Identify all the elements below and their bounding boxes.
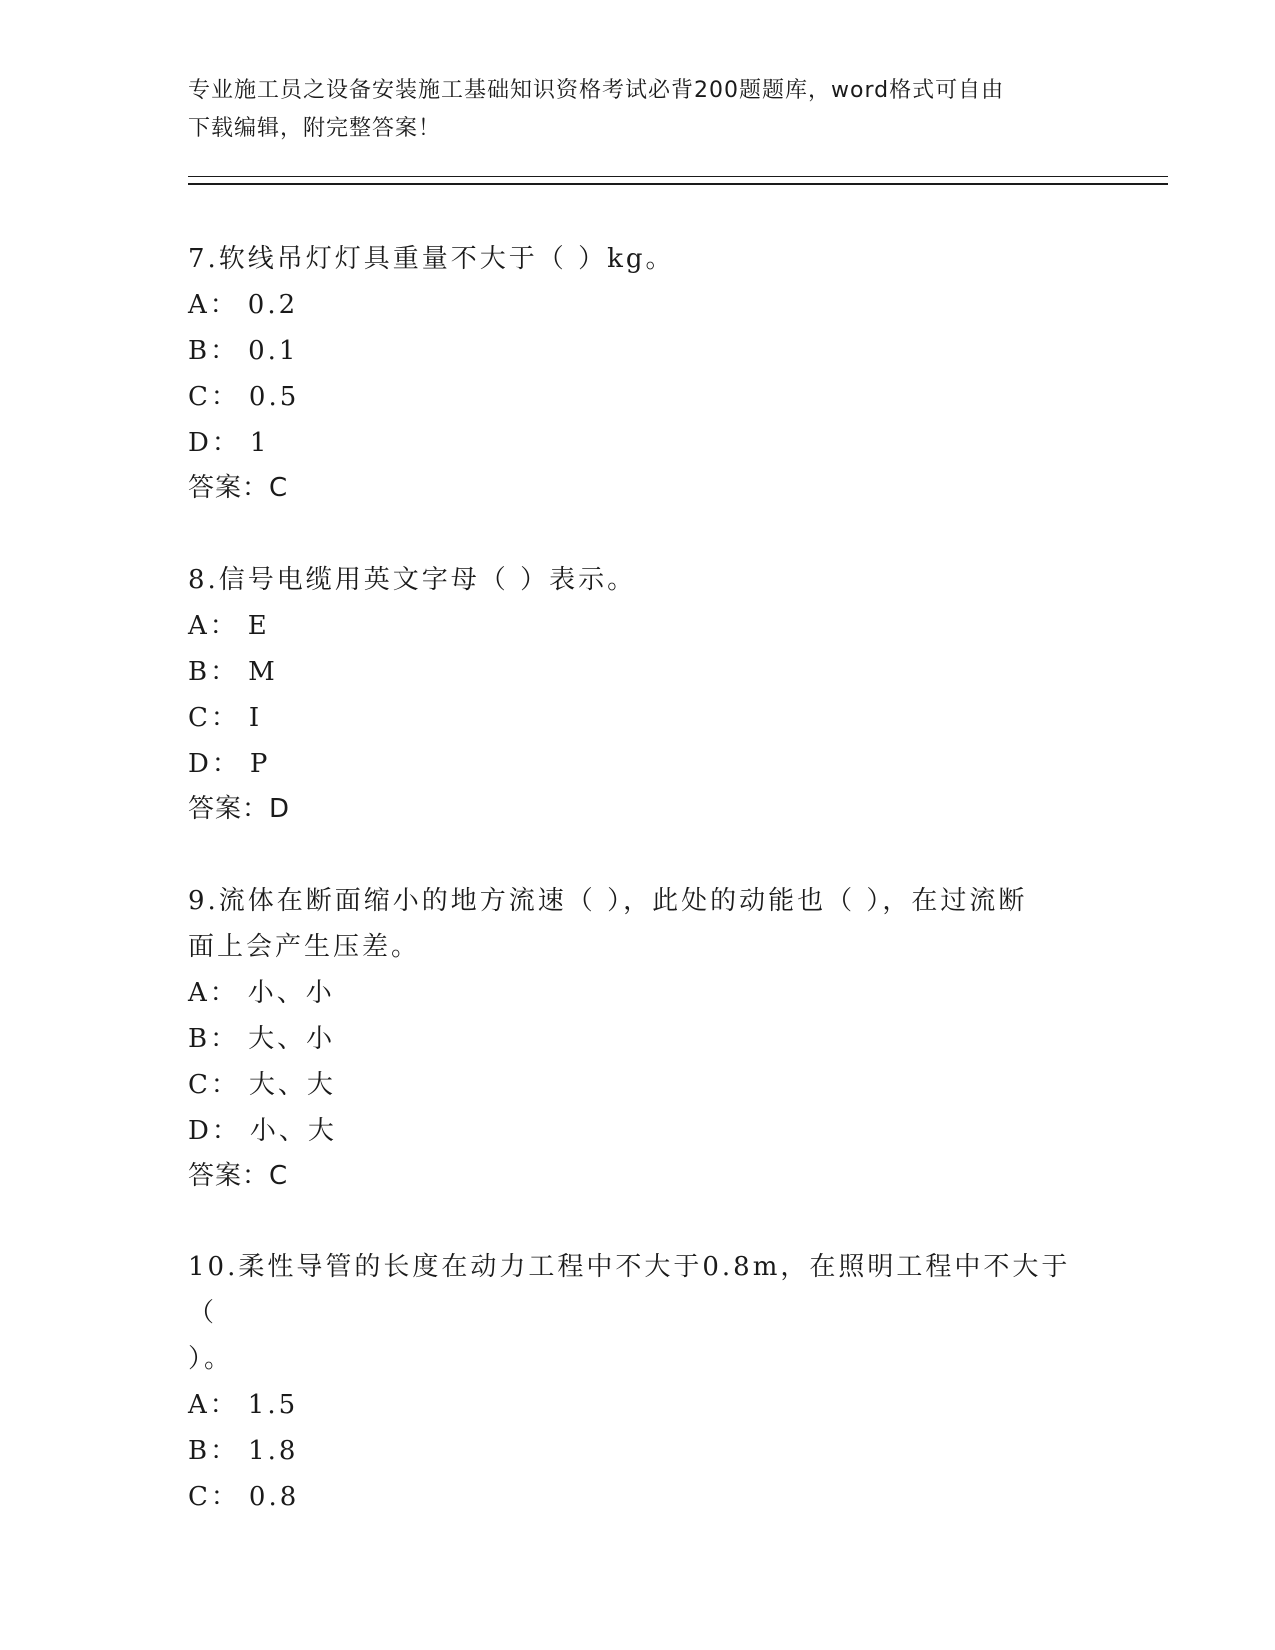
option-letter: A — [188, 1390, 210, 1420]
option-separator: ： — [210, 336, 240, 366]
answer-line: 答案：C — [188, 473, 289, 503]
option-text: 1.5 — [247, 1390, 299, 1420]
document-header — [188, 72, 1088, 148]
option-text: E — [247, 611, 270, 641]
header-title-line2: 下载编辑，附完整答案！ — [188, 116, 442, 141]
option-separator: ： — [209, 1390, 239, 1420]
option-c — [188, 695, 1088, 741]
option-text: P — [249, 749, 271, 779]
header-title-line1: 专业施工员之设备安装施工基础知识资格考试必背200题题库，word格式可自由 — [188, 78, 1005, 103]
header-divider-top — [188, 176, 1168, 177]
option-a — [188, 1382, 1088, 1428]
option-letter: C — [188, 1070, 211, 1100]
option-b — [188, 1016, 1088, 1062]
option-separator: ： — [209, 978, 239, 1008]
option-text: 小、小 — [247, 978, 335, 1008]
option-letter: B — [188, 336, 211, 366]
option-letter: B — [188, 1436, 211, 1466]
option-separator: ： — [211, 428, 241, 458]
option-separator: ： — [210, 703, 240, 733]
option-b — [188, 328, 1088, 374]
option-a — [188, 282, 1088, 328]
question-stem-line2: 面上会产生压差。 — [188, 932, 421, 962]
option-text: 小、大 — [249, 1116, 337, 1146]
option-a — [188, 603, 1088, 649]
option-letter: D — [188, 749, 212, 779]
question-stem-line2: ）。 — [188, 1344, 234, 1374]
option-letter: D — [188, 428, 212, 458]
option-separator: ： — [210, 1436, 240, 1466]
option-letter: C — [188, 1482, 211, 1512]
question-stem-line1: 10.柔性导管的长度在动力工程中不大于0.8m，在照明工程中不大于（ — [188, 1252, 1071, 1328]
question-9 — [188, 878, 1088, 1198]
option-text: 1 — [249, 428, 270, 458]
option-b — [188, 649, 1088, 695]
answer-line: 答案：D — [188, 794, 291, 824]
option-text: 0.2 — [247, 290, 299, 320]
option-letter: B — [188, 657, 211, 687]
option-text: 大、小 — [248, 1024, 336, 1054]
option-letter: C — [188, 703, 211, 733]
option-separator: ： — [210, 1070, 240, 1100]
option-separator: ： — [210, 657, 240, 687]
option-separator: ： — [211, 749, 241, 779]
option-separator: ： — [210, 1024, 240, 1054]
option-separator: ： — [210, 1482, 240, 1512]
option-letter: B — [188, 1024, 211, 1054]
option-text: 大、大 — [248, 1070, 336, 1100]
option-c — [188, 1062, 1088, 1108]
option-d — [188, 1108, 1088, 1154]
question-stem: 8.信号电缆用英文字母（ ）表示。 — [188, 565, 637, 595]
option-separator: ： — [210, 382, 240, 412]
option-d — [188, 741, 1088, 787]
option-b — [188, 1428, 1088, 1474]
option-text: 0.8 — [248, 1482, 300, 1512]
header-divider-bottom — [188, 183, 1168, 185]
question-stem: 7.软线吊灯灯具重量不大于（ ）kg。 — [188, 244, 675, 274]
question-7 — [188, 236, 1088, 510]
option-separator: ： — [209, 290, 239, 320]
option-text: M — [248, 657, 278, 687]
option-separator: ： — [209, 611, 239, 641]
question-stem-line1: 9.流体在断面缩小的地方流速（ ），此处的动能也（ ），在过流断 — [188, 886, 1028, 916]
option-letter: A — [188, 611, 210, 641]
option-c — [188, 1474, 1088, 1520]
question-8 — [188, 557, 1088, 831]
option-text: 1.8 — [248, 1436, 299, 1466]
option-text: 0.5 — [248, 382, 300, 412]
option-text: I — [248, 703, 263, 733]
option-separator: ： — [211, 1116, 241, 1146]
question-10 — [188, 1244, 1088, 1520]
answer-line: 答案：C — [188, 1161, 289, 1191]
option-a — [188, 970, 1088, 1016]
option-d — [188, 420, 1088, 466]
option-letter: A — [188, 290, 210, 320]
option-letter: A — [188, 978, 210, 1008]
option-text: 0.1 — [248, 336, 299, 366]
option-letter: C — [188, 382, 211, 412]
option-c — [188, 374, 1088, 420]
option-letter: D — [188, 1116, 212, 1146]
